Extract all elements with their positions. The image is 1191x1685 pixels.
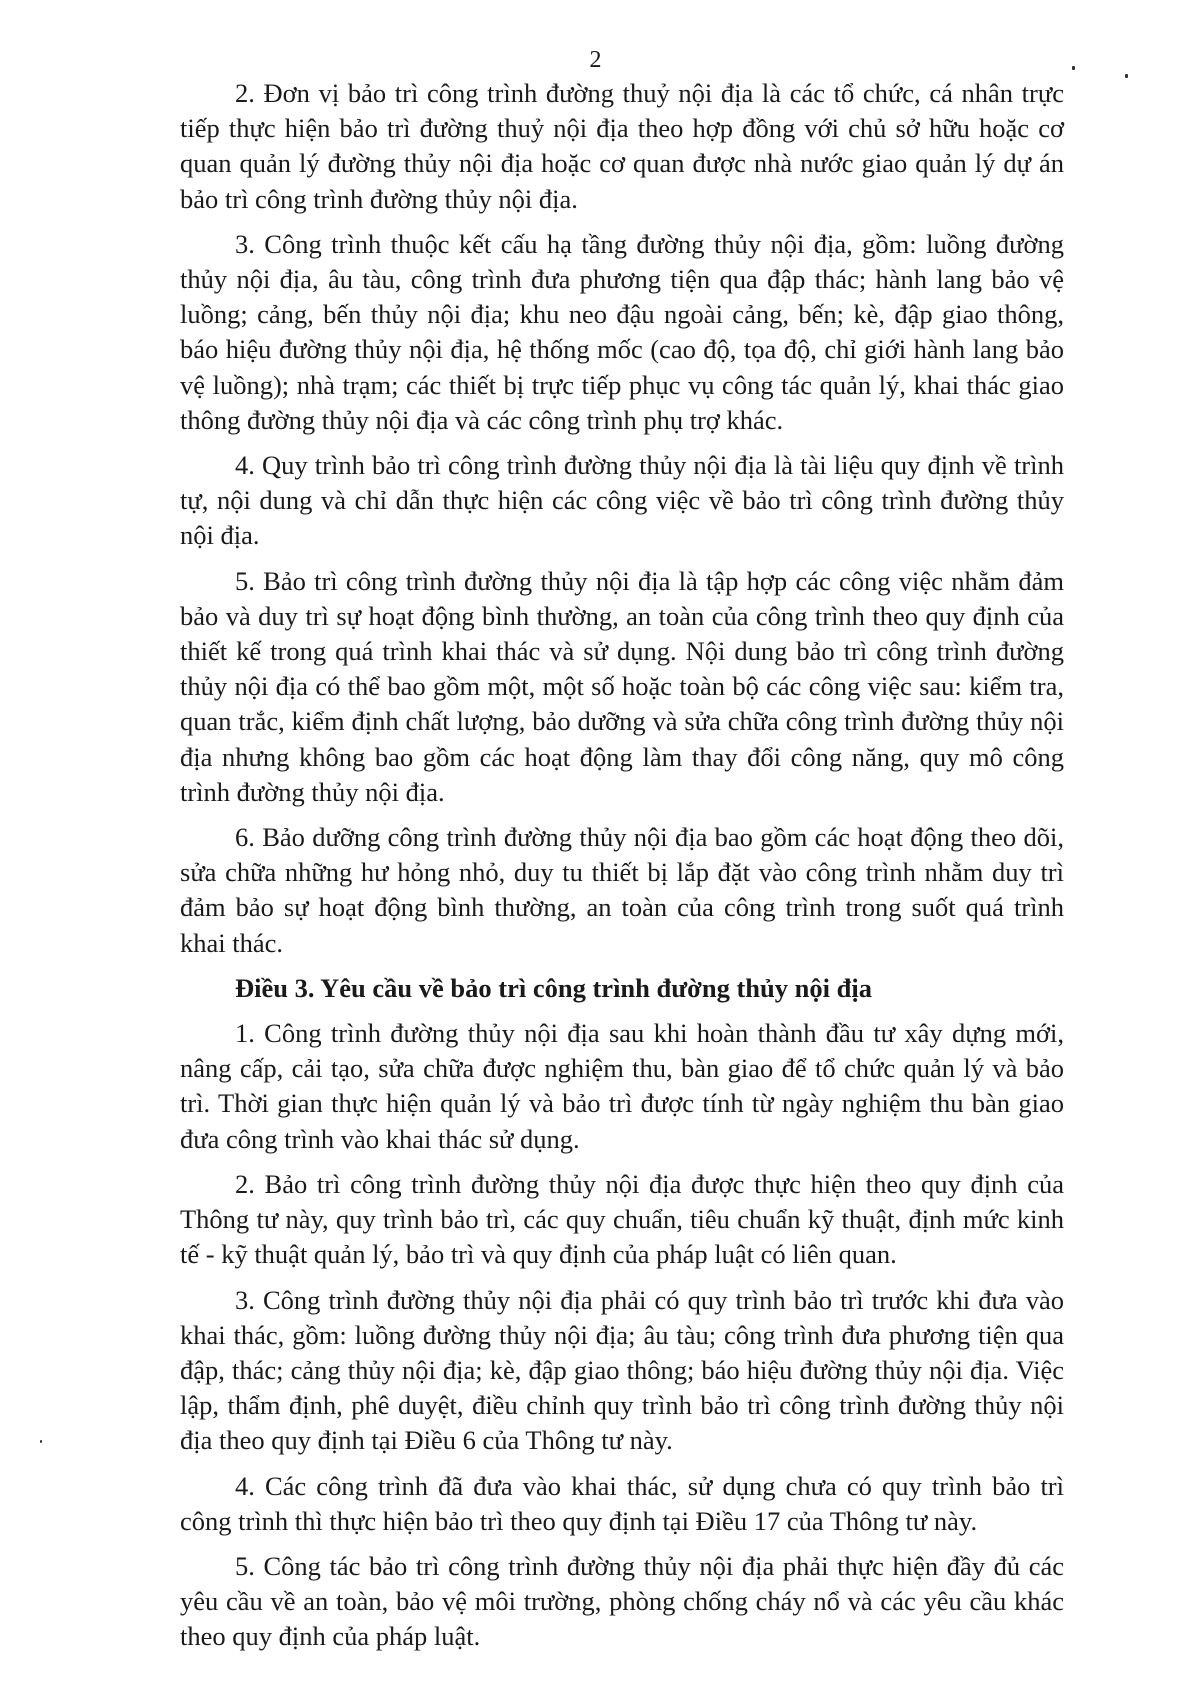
article-3-clause-4: 4. Các công trình đã đưa vào khai thác, sử dụng chưa có quy trình bảo trì công trình thì thực hiện bảo trì theo quy định tại Điều 17 của Thông tư này. bbox=[180, 1470, 1064, 1536]
paragraph-definition-2: 2. Đơn vị bảo trì công trình đường thuỷ nội địa là các tổ chức, cá nhân trực tiếp thực hiện bảo trì đường thuỷ nội địa theo hợp đồng với chủ sở hữu hoặc cơ quan quản lý đường thủy nội địa hoặc cơ quan được nhà nước giao quản lý dự án bảo trì công trình đường thủy nội địa. bbox=[180, 78, 1064, 214]
article-3-clause-2: 2. Bảo trì công trình đường thủy nội địa được thực hiện theo quy định của Thông tư này, quy trình bảo trì, các quy chuẩn, tiêu chuẩn kỹ thuật, định mức kinh tế - kỹ thuật quản lý, bảo trì và quy định của pháp luật có liên quan. bbox=[180, 1168, 1064, 1270]
paragraph-definition-3: 3. Công trình thuộc kết cấu hạ tầng đường thủy nội địa, gồm: luồng đường thủy nội địa, âu tàu, công trình đưa phương tiện qua đập thác; hành lang bảo vệ luồng; cảng, bến thủy nội địa; khu neo đậu ngoài cảng, bến; kè, đập giao thông, báo hiệu đường thủy nội địa, hệ thống mốc (cao độ, tọa độ, chỉ giới hành lang bảo vệ luồng); nhà trạm; các thiết bị trực tiếp phục vụ công tác quản lý, khai thác giao thông đường thủy nội địa và các công trình phụ trợ khác. bbox=[180, 228, 1064, 435]
paragraph-definition-4: 4. Quy trình bảo trì công trình đường thủy nội địa là tài liệu quy định về trình tự, nội dung và chỉ dẫn thực hiện các công việc về bảo trì công trình đường thủy nội địa. bbox=[180, 450, 1064, 551]
scan-speck-1 bbox=[1072, 66, 1075, 70]
document-body bbox=[180, 76, 1064, 1665]
page-number: 2 bbox=[589, 47, 602, 73]
paragraph-definition-5: 5. Bảo trì công trình đường thủy nội địa là tập hợp các công việc nhằm đảm bảo và duy trì sự hoạt động bình thường, an toàn của công trình theo quy định của thiết kế trong quá trình khai thác và sử dụng. Nội dung bảo trì công trình đường thủy nội địa có thể bao gồm một, một số hoặc toàn bộ các công việc sau: kiểm tra, quan trắc, kiểm định chất lượng, bảo dưỡng và sửa chữa công trình đường thủy nội địa nhưng không bao gồm các hoạt động làm thay đổi công năng, quy mô công trình đường thủy nội địa. bbox=[180, 565, 1064, 807]
scan-speck-3 bbox=[40, 1440, 42, 1443]
scan-speck-2 bbox=[1125, 74, 1128, 78]
article-3-clause-3: 3. Công trình đường thủy nội địa phải có quy trình bảo trì trước khi đưa vào khai thác, gồm: luồng đường thủy nội địa; âu tàu; công trình đưa phương tiện qua đập, thác; cảng thủy nội địa; kè, đập giao thông; báo hiệu đường thủy nội địa. Việc lập, thẩm định, phê duyệt, điều chỉnh quy trình bảo trì công trình đường thủy nội địa theo quy định tại Điều 6 của Thông tư này. bbox=[180, 1284, 1064, 1456]
article-3-clause-5: 5. Công tác bảo trì công trình đường thủy nội địa phải thực hiện đầy đủ các yêu cầu về an toàn, bảo vệ môi trường, phòng chống cháy nổ và các yêu cầu khác theo quy định của pháp luật. bbox=[180, 1550, 1064, 1652]
paragraph-definition-6: 6. Bảo dưỡng công trình đường thủy nội địa bao gồm các hoạt động theo dõi, sửa chữa những hư hỏng nhỏ, duy tu thiết bị lắp đặt vào công trình nhằm duy trì đảm bảo sự hoạt động bình thường, an toàn của công trình trong suốt quá trình khai thác. bbox=[180, 822, 1064, 958]
article-3-heading: Điều 3. Yêu cầu về bảo trì công trình đường thủy nội địa bbox=[235, 972, 872, 1003]
article-3-clause-1: 1. Công trình đường thủy nội địa sau khi hoàn thành đầu tư xây dựng mới, nâng cấp, cải tạo, sửa chữa được nghiệm thu, bàn giao để tổ chức quản lý và bảo trì. Thời gian thực hiện quản lý và bảo trì được tính từ ngày nghiệm thu bàn giao đưa công trình vào khai thác sử dụng. bbox=[180, 1018, 1064, 1154]
